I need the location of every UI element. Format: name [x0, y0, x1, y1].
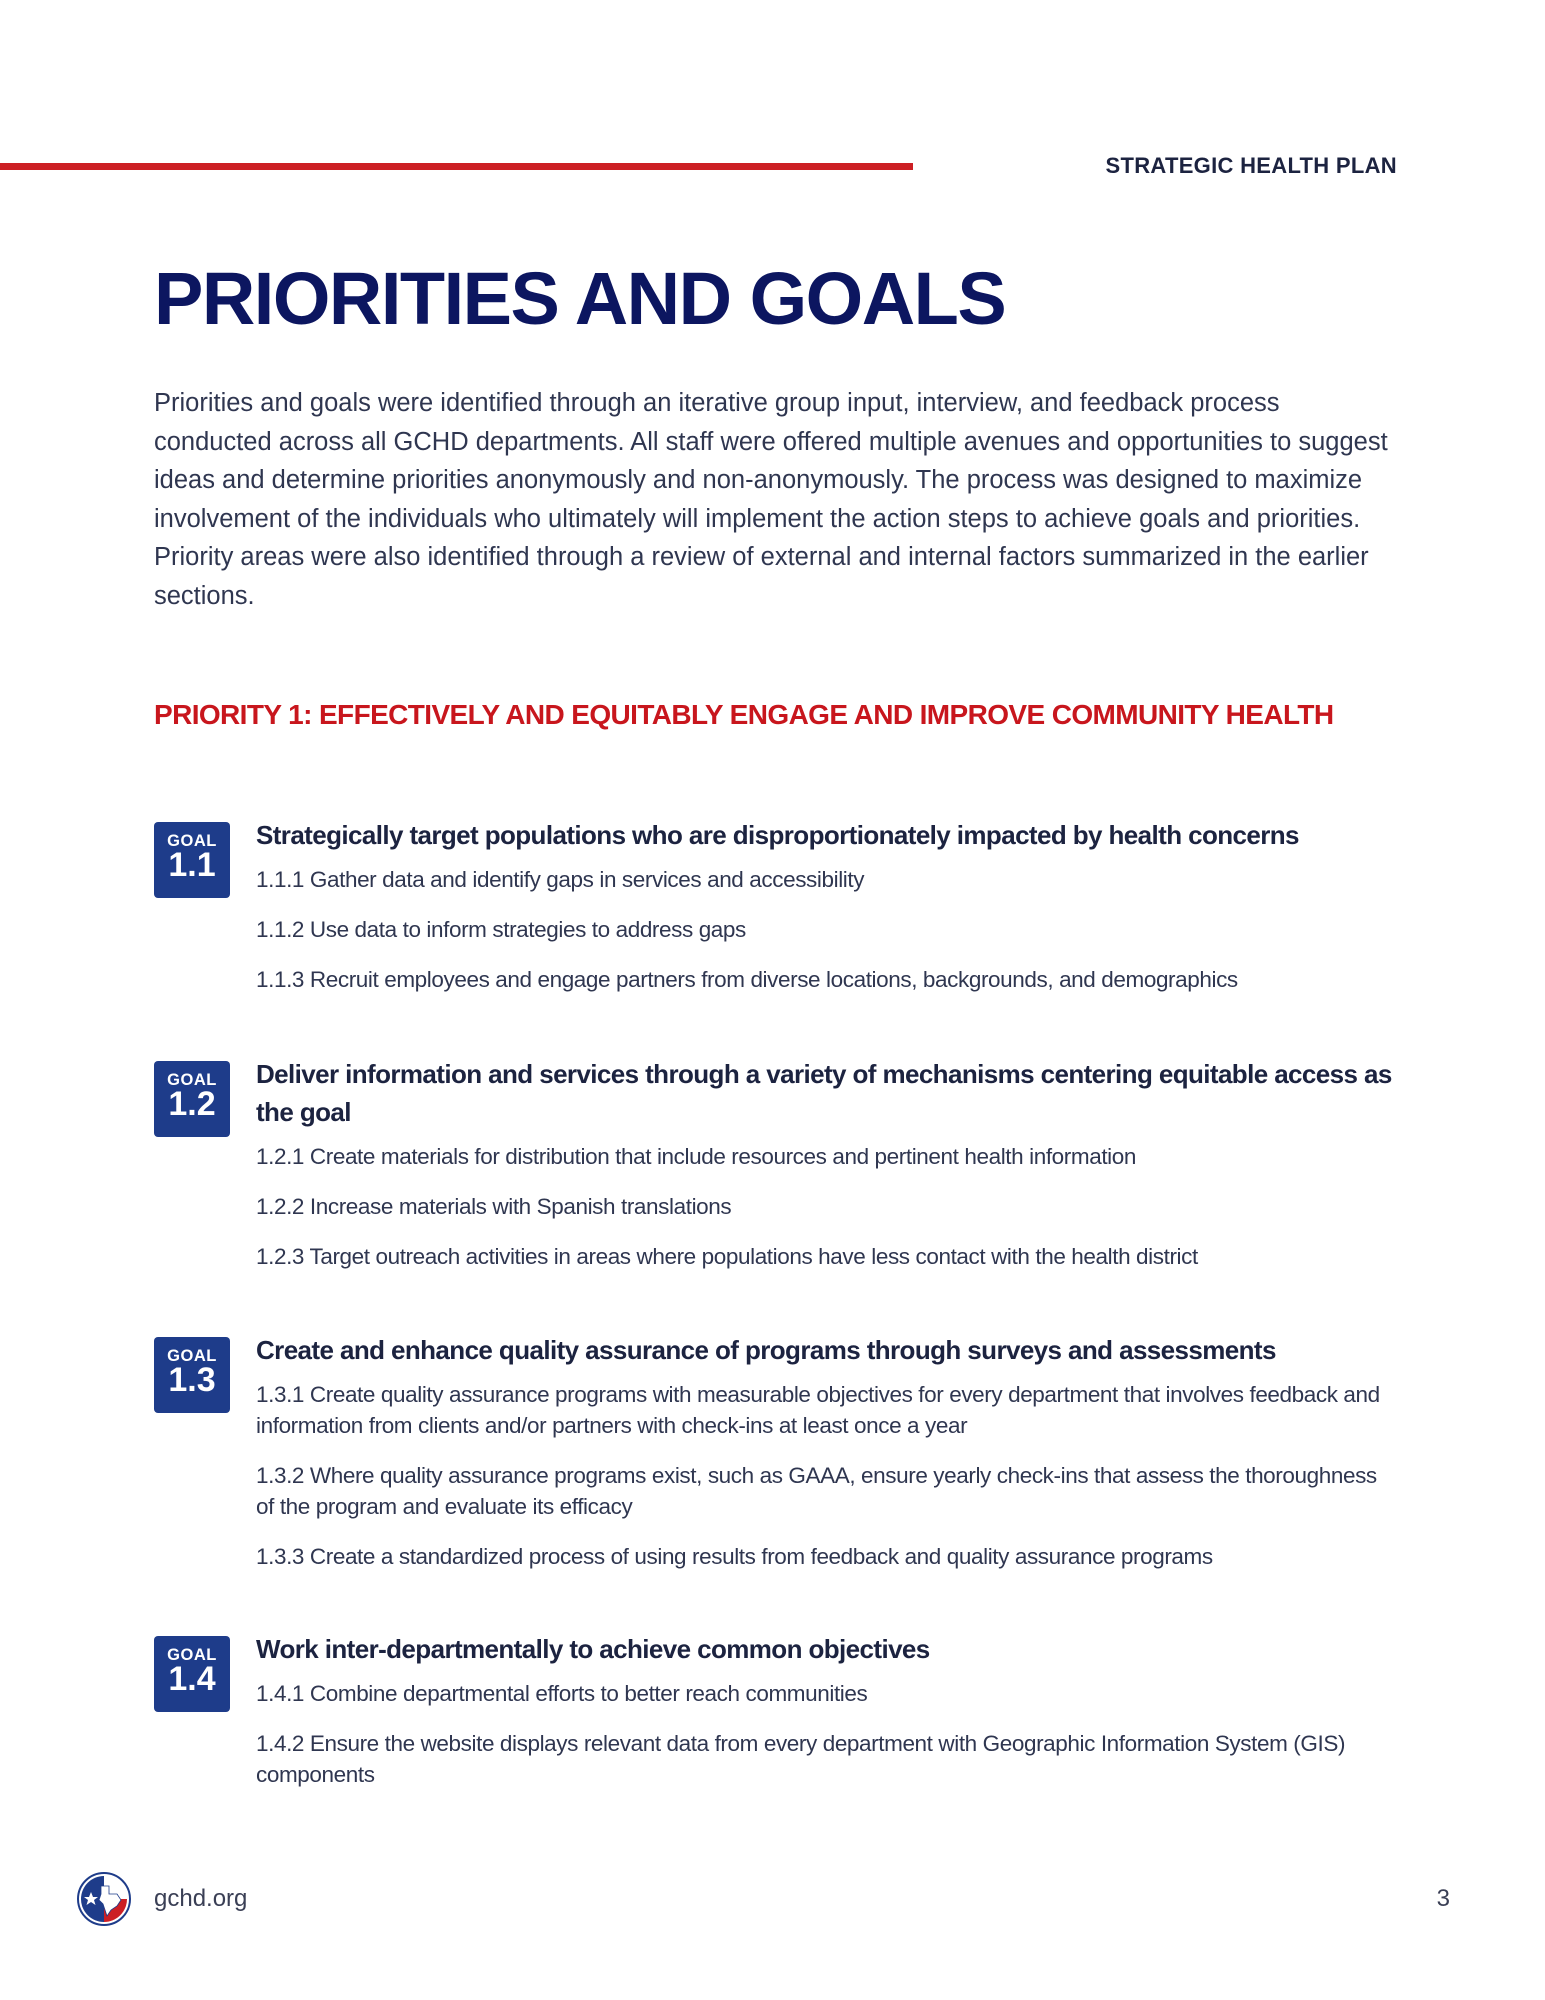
- goal-item: 1.3.3 Create a standardized process of using results from feedback and quality assurance programs: [256, 1544, 1213, 1569]
- goal-badge-number: 1.1: [168, 846, 216, 884]
- goal-body: [256, 1636, 1396, 1809]
- page-number: 3: [1436, 1885, 1450, 1912]
- intro-paragraph: Priorities and goals were identified through an iterative group input, interview, and feedback process conducted across all GCHD departments. All staff were offered multiple avenues and opportunities to suggest ideas and determine priorities anonymously and non-anonymously. The process was designed to maximize involvement of the individuals who ultimately will implement the action steps to achieve goals and priorities. Priority areas were also identified through a review of external and internal factors summarized in the earlier sections.: [154, 389, 1388, 610]
- goal-heading: Deliver information and services through a variety of mechanisms centering equitable access as the goal: [256, 1059, 1392, 1127]
- goal-item: 1.2.1 Create materials for distribution that include resources and pertinent health information: [256, 1144, 1137, 1169]
- goal-badge-word: GOAL: [167, 832, 217, 850]
- goal-item: 1.2.2 Increase materials with Spanish translations: [256, 1194, 732, 1219]
- goal-item: 1.1.1 Gather data and identify gaps in services and accessibility: [256, 867, 865, 892]
- goal-item: 1.3.1 Create quality assurance programs with measurable objectives for every department that involves feedback and information from clients and/or partners with check-ins at least once a year: [256, 1382, 1380, 1438]
- goal-badge-number: 1.3: [168, 1361, 216, 1399]
- goal-item: 1.1.3 Recruit employees and engage partners from diverse locations, backgrounds, and demographics: [256, 967, 1238, 992]
- goal-badge: [154, 822, 230, 898]
- document-header-title: STRATEGIC HEALTH PLAN: [1105, 153, 1397, 178]
- header-rule: [0, 163, 913, 170]
- goal-items: [256, 1141, 1396, 1272]
- goal-items: [256, 864, 1396, 995]
- page-title: PRIORITIES AND GOALS: [154, 257, 1006, 340]
- goal-item: 1.2.3 Target outreach activities in areas where populations have less contact with the health district: [256, 1244, 1198, 1269]
- goal-body: [256, 1061, 1396, 1291]
- goal-badge: [154, 1636, 230, 1712]
- goal-badge-word: GOAL: [167, 1071, 217, 1089]
- goal-item: 1.4.2 Ensure the website displays relevant data from every department with Geographic Information System (GIS) components: [256, 1731, 1346, 1787]
- footer-website: gchd.org: [154, 1885, 248, 1912]
- goal-heading: Work inter-departmentally to achieve common objectives: [256, 1634, 930, 1664]
- goal-body: [256, 1337, 1396, 1591]
- goal-items: [256, 1678, 1396, 1790]
- priority-heading: PRIORITY 1: EFFECTIVELY AND EQUITABLY ENGAGE AND IMPROVE COMMUNITY HEALTH: [154, 699, 1334, 730]
- goal-items: [256, 1379, 1396, 1572]
- goal-item: 1.3.2 Where quality assurance programs exist, such as GAAA, ensure yearly check-ins that assess the thoroughness of the program and evaluate its efficacy: [256, 1463, 1377, 1519]
- goal-item: 1.4.1 Combine departmental efforts to better reach communities: [256, 1681, 868, 1706]
- goal-heading: Create and enhance quality assurance of programs through surveys and assessments: [256, 1335, 1276, 1365]
- goal-badge: [154, 1061, 230, 1137]
- goal-badge: [154, 1337, 230, 1413]
- goal-badge-word: GOAL: [167, 1347, 217, 1365]
- goal-badge-number: 1.4: [168, 1660, 216, 1698]
- goal-heading: Strategically target populations who are disproportionately impacted by health concerns: [256, 820, 1299, 850]
- goal-badge-word: GOAL: [167, 1646, 217, 1664]
- goal-badge-number: 1.2: [168, 1085, 216, 1123]
- gchd-texas-logo-icon: [77, 1872, 131, 1926]
- goal-item: 1.1.2 Use data to inform strategies to address gaps: [256, 917, 746, 942]
- goal-body: [256, 822, 1396, 1014]
